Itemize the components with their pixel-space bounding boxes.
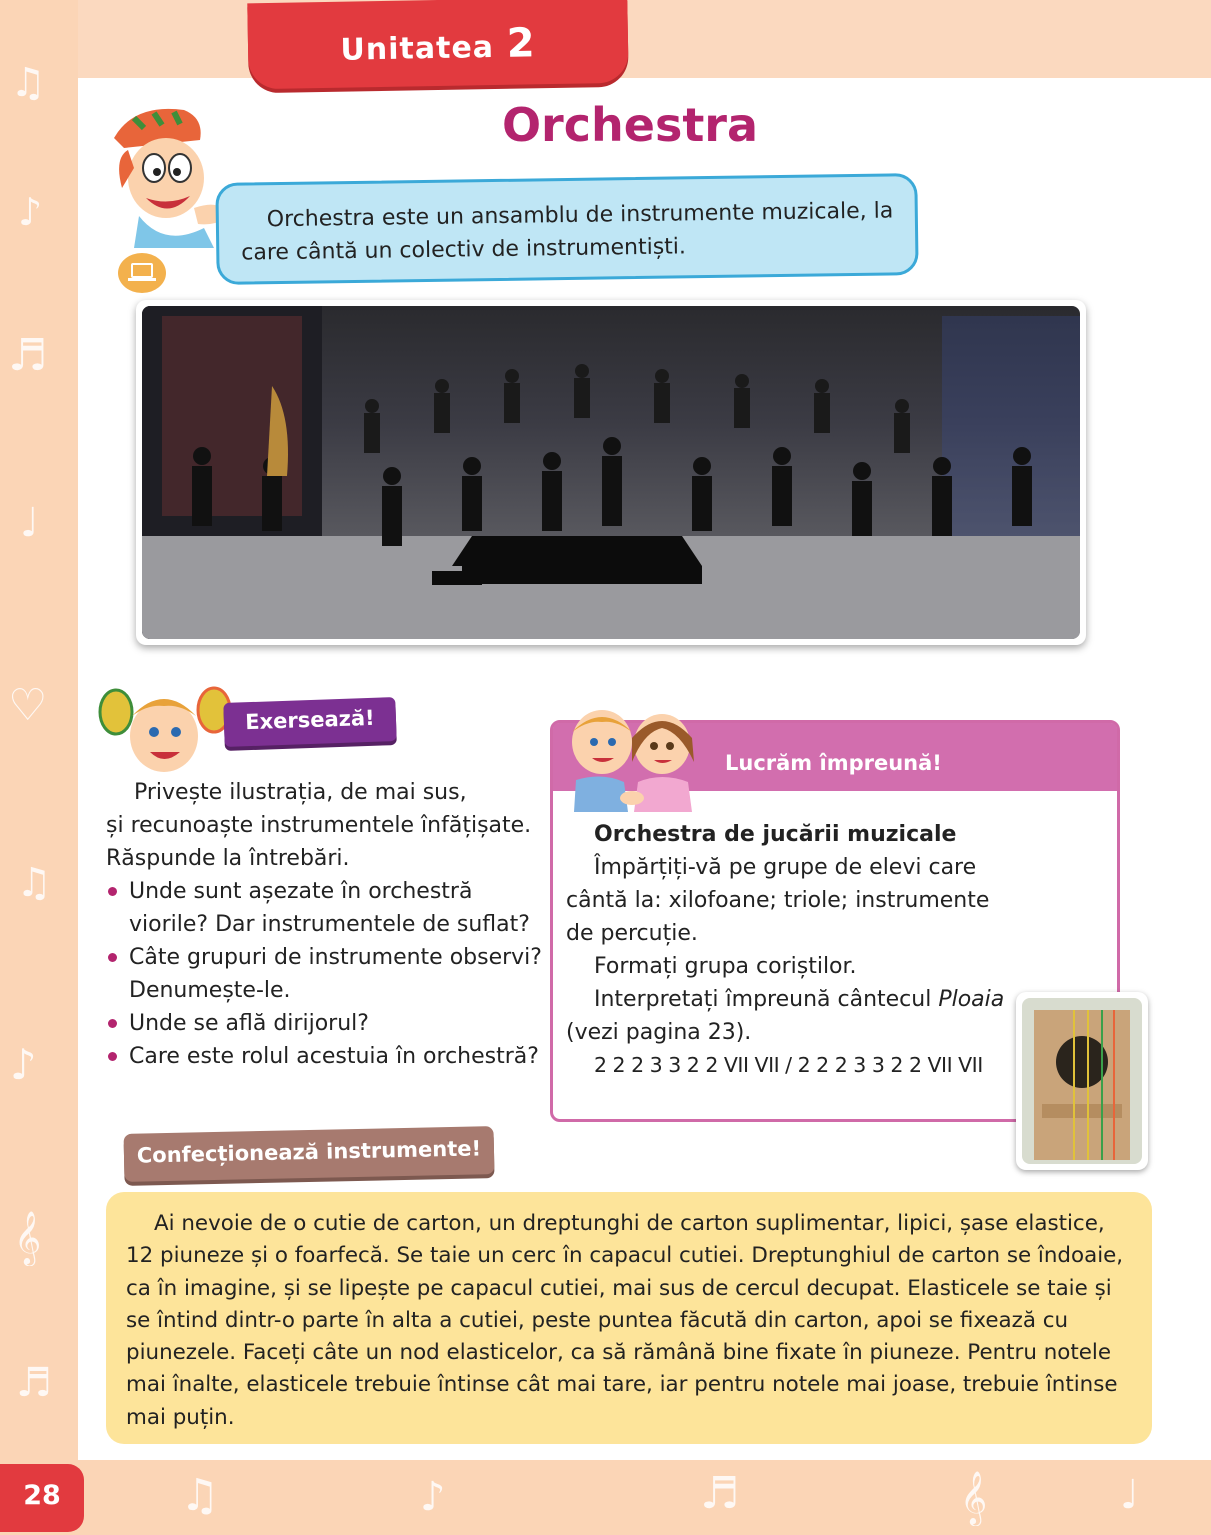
mascot-illustration xyxy=(94,98,234,248)
definition-box xyxy=(215,173,918,285)
question-item: Unde sunt așezate în orchestră viorile? Dar instrumentele de suflat? xyxy=(106,875,546,941)
music-note-icon: ♬ xyxy=(16,1360,52,1406)
laptop-icon[interactable] xyxy=(118,253,166,293)
teamwork-para2: Formați grupa coriștilor. xyxy=(594,954,857,979)
music-note-icon: ♫ xyxy=(180,1470,220,1521)
teamwork-text xyxy=(566,818,1006,1082)
orchestra-photo xyxy=(136,300,1086,645)
craft-text: Ai nevoie de o cutie de carton, un dreptunghi de carton suplimentar, lipici, șase elastice, 12 piuneze și o foarfecă. Se taie un cerc în capacul cutiei. Dreptunghiul de carton se îndoaie, ca în imagine, și se lipește pe capacul cutiei, mai sus de cercul decupat. Elasticele se taie și se întind dintr-o parte în alta a cutiei, peste puntea făcută din carton, apoi se fixează cu piunezele. Faceți câte un nod elasticelor, ca să rămână bine fixate în piuneze. Pentru notele mai înalte, elasticele trebuie întinse cât mai tare, iar pentru notele mai joase, trebuie întinse mai puțin. xyxy=(126,1211,1124,1430)
exercise-intro-line3: Răspunde la întrebări. xyxy=(106,846,350,871)
question-item: Care este rolul acestuia în orchestră? xyxy=(106,1040,546,1073)
craft-tag-label: Confecționează instrumente! xyxy=(136,1136,482,1168)
question-item: Câte grupuri de instrumente observi? Denumește-le. xyxy=(106,941,546,1007)
kid-with-maracas-illustration xyxy=(88,686,238,776)
teamwork-tag-label: Lucrăm împreună! xyxy=(725,751,942,775)
song-title: Ploaia xyxy=(938,987,1005,1012)
treble-clef-icon: 𝄞 xyxy=(960,1470,988,1524)
page-number: 28 xyxy=(23,1480,61,1511)
exercise-tag xyxy=(223,697,396,747)
teamwork-heading: Orchestra de jucării muzicale xyxy=(594,822,957,847)
cardboard-instrument-photo xyxy=(1016,992,1148,1170)
unit-label: Unitatea xyxy=(340,30,495,68)
music-note-icon: ♬ xyxy=(700,1468,740,1519)
page-number-badge xyxy=(0,1464,84,1532)
kids-handshake-illustration xyxy=(562,702,702,812)
question-item: Unde se află dirijorul? xyxy=(106,1007,546,1040)
music-note-icon: ♬ xyxy=(8,330,48,381)
music-note-icon: ♫ xyxy=(10,60,46,106)
music-note-icon: ♪ xyxy=(10,1040,37,1089)
exercise-intro-line1: Privește ilustrația, de mai sus, xyxy=(134,780,467,805)
music-note-icon: ♩ xyxy=(1120,1472,1139,1518)
music-note-icon: ♪ xyxy=(18,190,43,234)
unit-number: 2 xyxy=(506,20,537,67)
craft-tag xyxy=(124,1126,495,1182)
definition-text: Orchestra este un ansamblu de instrumente muzicale, la care cântă un colectiv de instrumentiști. xyxy=(241,198,894,266)
teamwork-para3-b: (vezi pagina 23). xyxy=(566,1020,752,1045)
left-decor-band xyxy=(0,0,78,1535)
exercise-tag-label: Exersează! xyxy=(244,705,375,735)
treble-clef-icon: 𝄞 xyxy=(14,1210,42,1264)
bottom-decor-band xyxy=(0,1460,1211,1535)
orchestra-scene xyxy=(142,306,1080,639)
exercise-text xyxy=(106,776,546,1073)
teamwork-notes: 2 2 2 3 3 2 2 VII VII / 2 2 2 3 3 2 2 VII VII xyxy=(594,1053,983,1077)
heart-icon: ♡ xyxy=(8,680,48,731)
page-title: Orchestra xyxy=(501,98,759,152)
music-note-icon: ♪ xyxy=(420,1474,446,1520)
teamwork-para3-a: Interpretați împreună cântecul xyxy=(594,987,932,1012)
teamwork-para3 xyxy=(566,983,1006,1049)
music-note-icon: ♩ xyxy=(20,500,39,546)
teamwork-para1: Împărțiți-vă pe grupe de elevi care cântă la: xilofoane; triole; instrumente de percuție. xyxy=(566,855,990,946)
exercise-intro-line2: și recunoaște instrumentele înfățișate. xyxy=(106,813,532,838)
unit-tab xyxy=(247,0,628,89)
music-note-icon: ♫ xyxy=(16,860,52,906)
question-list xyxy=(106,875,546,1073)
craft-box xyxy=(106,1192,1152,1444)
